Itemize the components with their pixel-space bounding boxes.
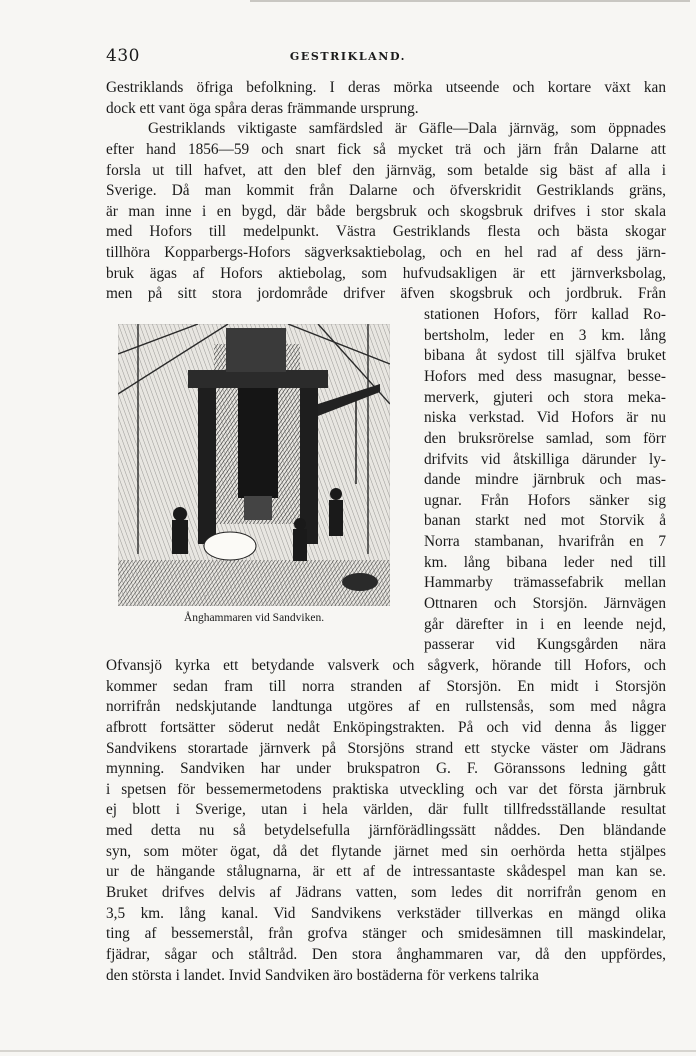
column-line: den bruksrörelse samlad, som förr — [424, 429, 666, 447]
text-line: ej blott i Sverige, utan i hela världen, där fullt tillfredsställande resultat — [106, 801, 666, 819]
text-line: afbrott fortsätter söderut nedåt Enköpingstrakten. På och vid denna ås ligger — [106, 718, 666, 736]
column-line: bibana åt sydost till själfva bruket — [424, 347, 666, 365]
text-line: Gestriklands öfriga befolkning. I deras mörka utseende och kortare växt kan — [106, 79, 666, 96]
text-line: ur de hängande stålugnarna, är ett af de intressantaste skådespel man kan se. — [106, 863, 666, 881]
text-line: ting af bessemerstål, från grofva stänger och smidesämnen till maskindelar, — [106, 925, 666, 943]
column-line: Norra stambanan, hvarifrån en 7 — [424, 533, 666, 551]
text-line: i spetsen för bessemermetodens praktiska utveckling och var det första järnbruk — [106, 780, 666, 798]
text-line: kommer sedan fram till norra stranden af Storsjön. En midt i Storsjön — [106, 677, 666, 695]
steam-hammer-engraving-icon — [118, 324, 390, 606]
text-line: tillhöra Kopparbergs-Hofors sägverksaktiebolag, och en hel rad af dess järn- — [106, 244, 666, 262]
text-line: Sandvikens storartade järnverk på Storsjöns strand ett stycke väster om Jädrans — [106, 739, 666, 757]
text-line: fjädrar, sågar och ståltråd. Den stora ånghammaren var, då den uppfördes, — [106, 945, 666, 963]
column-line: ugnar. Från Hofors sänker sig — [424, 491, 666, 509]
text-line: forsla ut till hafvet, att den blef den järnväg, som betalde sig bäst af alla i — [106, 161, 666, 179]
text-line: med detta nu så betydelsefulla järnförädlingssätt nåddes. Den bländande — [106, 822, 666, 840]
column-line: går därefter in i en leende nejd, — [424, 615, 666, 633]
text-line: Ofvansjö kyrka ett betydande valsverk och sågverk, hörande till Hofors, och — [106, 656, 666, 674]
text-line: Sverige. Då man kommit från Dalarne och öfverskridit Gestriklands gräns, — [106, 182, 666, 200]
figure-caption: Ånghammaren vid Sandviken. — [183, 612, 325, 624]
column-line: stationen Hofors, förr kallad Ro- — [424, 306, 666, 324]
text-line: Gestriklands viktigaste samfärdsled är Gäfle—Dala järnväg, som öppnades — [148, 120, 666, 138]
page-number: 430 — [106, 46, 140, 66]
text-line: mynning. Sandviken har under brukspatron G. F. Göranssons ledning gått — [106, 760, 666, 778]
steam-hammer-illustration — [118, 324, 390, 606]
column-line: banan starkt ned mot Storvik å — [424, 512, 666, 530]
column-line: niska verkstad. Vid Hofors är nu — [424, 409, 666, 427]
text-line: bruk ägas af Hofors aktiebolag, som hufvudsakligen är ett järnverksbolag, — [106, 264, 666, 282]
text-line: syn, som möter ögat, då det flytande järnet med sin oerhörda hetta stjälpes — [106, 842, 666, 860]
column-line: drifvits vid åtskilliga därunder ly- — [424, 450, 666, 468]
text-line: efter hand 1856—59 och snart fick så mycket trä och järn från Dalarne att — [106, 140, 666, 158]
top-edge-rule — [250, 0, 690, 2]
column-line: dande mindre järnbruk och mas- — [424, 471, 666, 489]
bottom-edge-rule — [0, 1050, 696, 1052]
column-line: merverk, gjuteri och stora meka- — [424, 388, 666, 406]
column-line: bertsholm, leder en 3 km. lång — [424, 326, 666, 344]
text-line: 3,5 km. lång kanal. Vid Sandvikens verkstäder tillverkas en mängd olika — [106, 904, 666, 922]
text-line: den största i landet. Invid Sandviken äro bostäderna för verkens talrika — [106, 966, 539, 984]
text-line: med Hofors till medelpunkt. Västra Gestriklands flesta och bästa skogar — [106, 223, 666, 241]
text-line: Bruket drifves delvis af Jädrans vatten, som ledes dit norrifrån genom en — [106, 883, 666, 901]
column-line: passerar vid Kungsgården nära — [424, 636, 666, 654]
column-line: Ottnaren och Storsjön. Järnvägen — [424, 595, 666, 613]
text-line: men på sitt stora jordområde drifver äfven skogsbruk och jordbruk. Från — [106, 285, 666, 303]
column-line: km. lång bibana leder ned till — [424, 553, 666, 571]
text-line: är man inne i en bygd, där både bergsbruk och skogsbruk drifves i stor skala — [106, 202, 666, 220]
text-line: dock ett vant öga spåra deras främmande ursprung. — [106, 99, 419, 117]
text-line: norrifrån nedskjutande landtunga utgöres af en rullstensås, som med några — [106, 698, 666, 716]
column-line: Hofors med dess masugnar, besse- — [424, 367, 666, 385]
running-title: GESTRIKLAND. — [289, 50, 407, 63]
column-line: Hammarby trämassefabrik mellan — [424, 574, 666, 592]
